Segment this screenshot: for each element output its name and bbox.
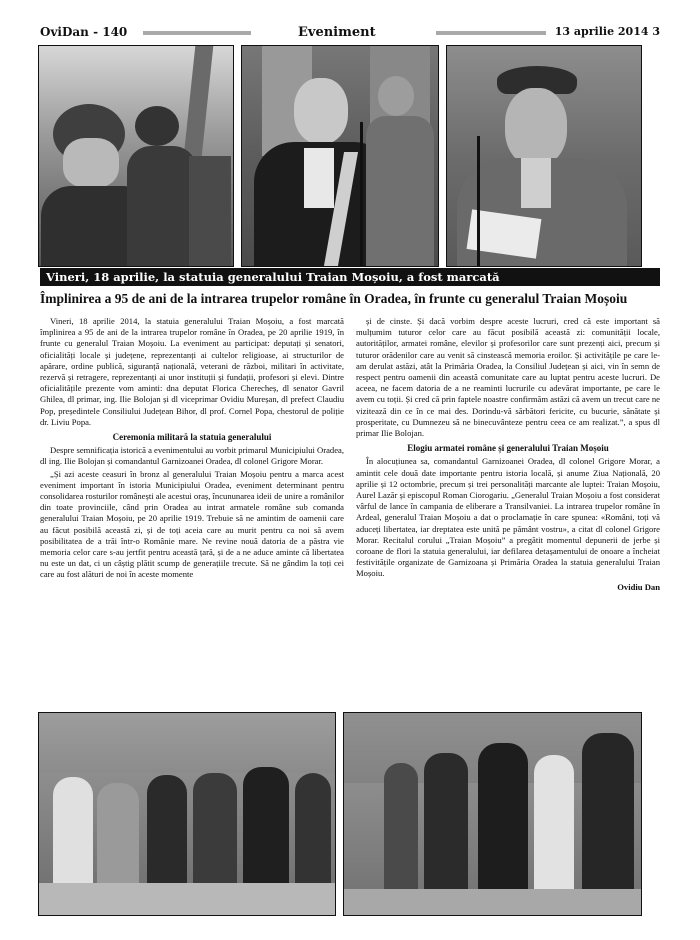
- subheading: Elogiu armatei române și generalului Traian Moșoiu: [407, 443, 609, 454]
- article-column-right: [356, 316, 660, 708]
- page-header: [40, 25, 660, 41]
- photo-mayor-speech: [241, 45, 439, 267]
- header-rule-left: [143, 31, 251, 35]
- subheading: Ceremonia militară la statuia generalului: [112, 432, 272, 443]
- header-rule-right: [436, 31, 546, 35]
- publication-issue: OviDan - 140: [40, 25, 128, 39]
- paragraph: Despre semnificația istorică a evenimentului au vorbit primarul Municipiului Oradea, dl ing. Ilie Bolojan și comandantul Garnizoanei Oradea, dl colonel Grigore Morar.: [40, 445, 344, 467]
- photo-general-speech: [446, 45, 642, 267]
- photo-soldiers-ceremony: [38, 45, 234, 267]
- issue-date-page: 13 aprilie 2014 3: [554, 25, 660, 38]
- paragraph: „Și azi aceste ceasuri în bronz al generalului Traian Moșoiu pentru a marca acest eveniment important în istoria Municipiului Oradea, eveniment determinant pentru consolidarea rosturilor românești ale acestui oraș, încununarea ideii de unire a românilor din toate provinciile, când prin Oradea au intrat armatele române sub comanda generalului Traian Moșoiu, pe 20 aprilie 1919. Trebuie să ne amintim de oamenii care au făcut posibilă această zi, și de toți aceia care au murit pentru ca noi să avem posibilitatea de a trăi într-o Românie mare. Ne revine nouă datoria de a păstra vie memoria celor care s-au jertfit pentru această țară, și de a ne aduce aminte că libertatea nu este un dat, ci un câștig plătit scump de generațiile trecute. Să ne gândim la toți cei care au fost alături de noi în aceste momente: [40, 468, 344, 580]
- photo-caption-bar: Vineri, 18 aprilie, la statuia generalului Traian Moșoiu, a fost marcată: [40, 268, 660, 286]
- author-signature: Ovidiu Dan: [617, 581, 660, 592]
- article-headline: Împlinirea a 95 de ani de la intrarea trupelor române în Oradea, în frunte cu generalul Traian Moșoiu: [40, 291, 628, 306]
- article-column-left: [40, 316, 344, 708]
- paragraph: În alocuțiunea sa, comandantul Garnizoanei Oradea, dl colonel Grigore Morar, a amintit cele două date importante pentru istoria locală, și anume Ziua Națională, 20 aprilie și 12 octombrie, precum și trei personalități marcante ale luptei: Traian Moșoiu, Aurel Lazăr și episcopul Roman Ciorogariu. „Generalul Traian Moșoiu a fost considerat vârful de lance în campania de eliberare a Transilvaniei. La intrarea trupelor române în Ardeal, generalul Traian Moșoiu a dat o proclamație în care spunea: «Români, toți vă aduceți libertatea, iar dreptatea este unită pe pământ vostru», a citat dl colonel Grigore Morar. Recitalul corului „Traian Moșoiu” a pregătit momentul depunerii de jerbe și coroane de flori la statuia generalului, iar defilarea detașamentului de onoare a încheiat festivitățile organizate de Garnizoana și Primăria Oradea la statuia generalului Traian Moșoiu.: [356, 456, 660, 579]
- paragraph: Vineri, 18 aprilie 2014, la statuia generalului Traian Moșoiu, a fost marcată împlinirea a 95 de ani de la intrarea trupelor române în Oradea, pe 20 aprilie 1919, în frunte cu generalul Traian Moșoiu. La eveniment au participat: deputați și senatori, oficialități locale și județene, reprezentanți ai cultelor religioase, ai structurilor de apărare, ordine publică, siguranță națională, veterani de război, militari în activitate, rezervă și retragere, reprezentanți ai unor instituții și fundații, profesori și elevi. Dintre oficialitățile prezente vom aminti: dna deputat Florica Cherecheș, dl senator Gavril Ghilea, dl primar, ing. Ilie Bolojan și dl viceprimar Ovidiu Mureșan, dl prefect Claudiu Pop, președintele Consiliului Județean Bihor, dl prof. Cornel Popa, chestorul de poliție dr. Liviu Popa.: [40, 316, 344, 427]
- photo-crowd-officials: [38, 712, 336, 916]
- paragraph: și de cinste. Și dacă vorbim despre aceste lucruri, cred că este important să mulțumim tuturor celor care au făcut posibilă această zi: comunității locale, autorităților, armatei române, elevilor și profesorilor care sunt prezenți aici, precum și tuturor orădenilor care au venit să cinstească memoria eroilor. Și activitățile pe care le-am derulat astăzi, atât la Primăria Oradea, la Consiliul Județean și aici, vin în semn de respect pentru oamenii din această comunitate care au luptat pentru aceste lucruri. De aceea, ne facem datoria de a ne reaminti lucrurile cu adevărat importante, pe care le avem cu toții. Și cred că prin faptele noastre confirmăm astăzi că avem un trecut care ne vizitează din ce în ce mai des. Dorindu-vă sărbători fericite, cu bucurie, sănătate și prosperitate, cu Dumnezeu să ne binecuvânteze pentru ceea ce am realizat.”, a spus dl primar Ilie Bolojan.: [356, 316, 660, 439]
- photo-officials-standing: [343, 712, 642, 916]
- section-title: Eveniment: [298, 25, 376, 40]
